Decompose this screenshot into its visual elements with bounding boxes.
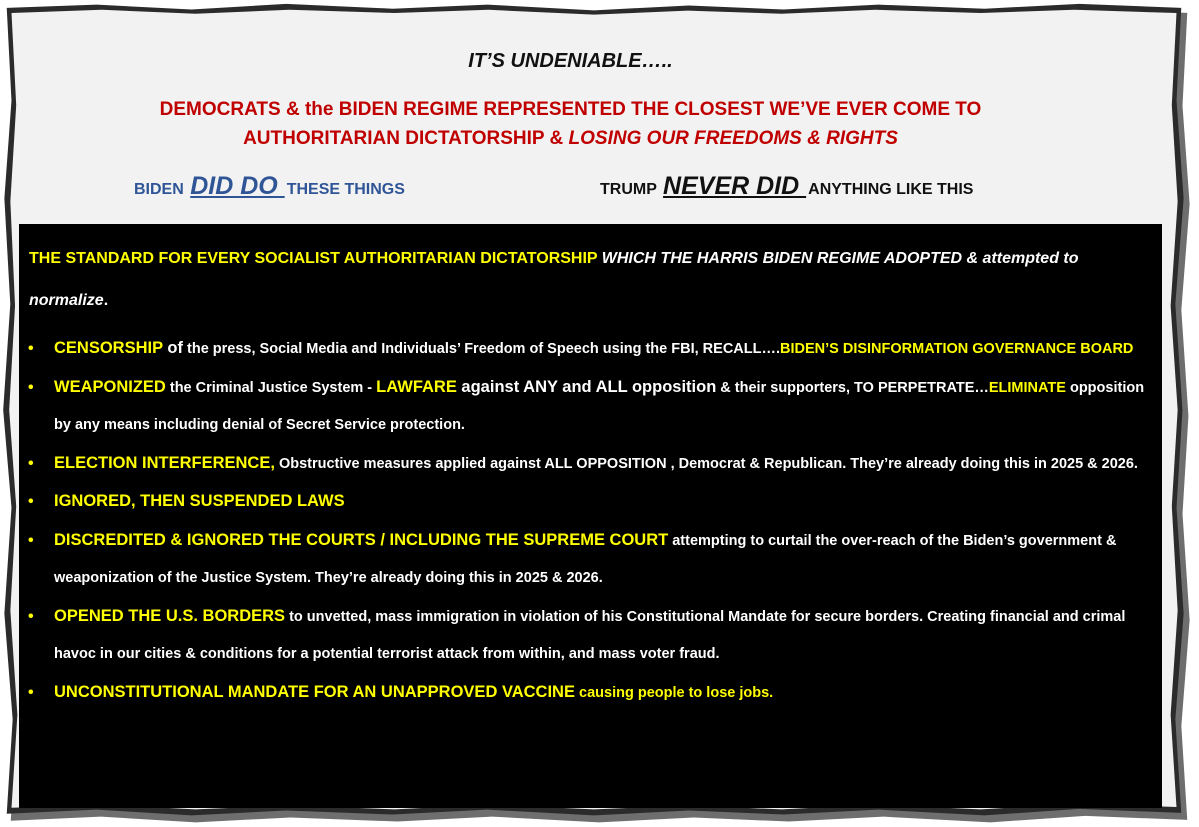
bullet-dot-icon: • [28,531,34,549]
intro-italic: WHICH THE HARRIS BIDEN REGIME ADOPTED & attempted to normalize [29,250,1079,309]
bullet-text-large: against ANY and ALL opposition [456,377,717,396]
bullet-dot-icon: • [28,340,34,357]
biden-label-post: THESE THINGS [286,181,405,198]
headline [0,95,1141,153]
bullet-text: the press, Social Media and Individuals’ Freedom of Speech using the FBI, RECALL…. [182,341,781,357]
intro-paragraph [29,238,1149,322]
bullet-dot-icon: • [28,378,34,396]
intro-end: . [103,292,109,309]
bullet-highlight: ELIMINATE [988,379,1066,396]
bullet-lead: ELECTION INTERFERENCE, [54,453,275,472]
bullet-courts [19,522,1162,598]
bullet-tail: causing people to lose jobs. [574,684,774,701]
bullet-dot-icon: • [28,454,34,472]
headline-line-2-italic: LOSING OUR FREEDOMS & RIGHTS [568,128,898,149]
black-content-box [19,224,1162,808]
headline-line-1: DEMOCRATS & the BIDEN REGIME REPRESENTED THE CLOSEST WE’VE EVER COME TO [159,99,982,120]
bullet-text: of [162,339,183,357]
bullet-dot-icon: • [28,493,34,510]
headline-line-2 [0,124,1141,153]
headline-line-2-plain: AUTHORITARIAN DICTATORSHIP & [243,128,569,149]
bullet-suspended-laws [19,483,1162,522]
biden-did-do-label [134,172,405,201]
trump-label-post: ANYTHING LIKE THIS [808,181,974,198]
bullet-borders [19,598,1162,674]
did-do-emphasis: DID DO [190,172,285,200]
top-title: IT’S UNDENIABLE….. [468,50,673,72]
bullet-text: Obstructive measures applied against ALL OPPOSITION , Democrat & Republican. They’re already doing this in 2025 & 2026. [274,455,1138,472]
bullet-tail: BIDEN’S DISINFORMATION GOVERNANCE BOARD [780,341,1134,357]
bullet-highlight: LAWFARE [376,377,457,396]
bullet-lead: CENSORSHIP [54,339,163,357]
biden-label-pre: BIDEN [134,181,189,198]
intro-yellow: THE STANDARD FOR EVERY SOCIALIST AUTHORITARIAN DICTATORSHIP [29,250,602,267]
bullet-censorship [19,330,1162,369]
bullet-lead: WEAPONIZED [54,377,166,396]
bullet-lead: DISCREDITED & IGNORED THE COURTS / INCLUDING THE SUPREME COURT [54,530,669,549]
bullet-text: attempting to curtail the over-reach of the Biden’s government & weaponization of the Justice System. They’re already doing this in 2025 & 2026. [54,532,1117,586]
bullet-text: to unvetted, mass immigration in violation of his Constitutional Mandate for secure borders. Creating financial and crimal havoc in our cities & conditions for a potential terrorist attack from within, and mass voter fraud. [54,608,1126,662]
never-did-emphasis: NEVER DID [663,172,807,200]
bullet-dot-icon: • [28,607,34,625]
bullet-dot-icon: • [28,683,34,701]
bullet-lead: UNCONSTITUTIONAL MANDATE FOR AN UNAPPROVED VACCINE [54,682,575,701]
bullet-election-interference [19,445,1162,484]
trump-label-pre: TRUMP [600,181,662,198]
bullet-vaccine-mandate [19,674,1162,713]
bullet-text: the Criminal Justice System - [165,379,377,396]
bullet-lead: OPENED THE U.S. BORDERS [54,606,286,625]
bullet-text: & their supporters, TO PERPETRATE… [716,379,989,396]
bullet-list [19,330,1162,712]
bullet-weaponized [19,369,1162,445]
trump-never-did-label [600,172,973,201]
bullet-text: opposition by any means including denial of Secret Service protection. [54,379,1145,433]
bullet-lead: IGNORED, THEN SUSPENDED LAWS [54,492,345,510]
